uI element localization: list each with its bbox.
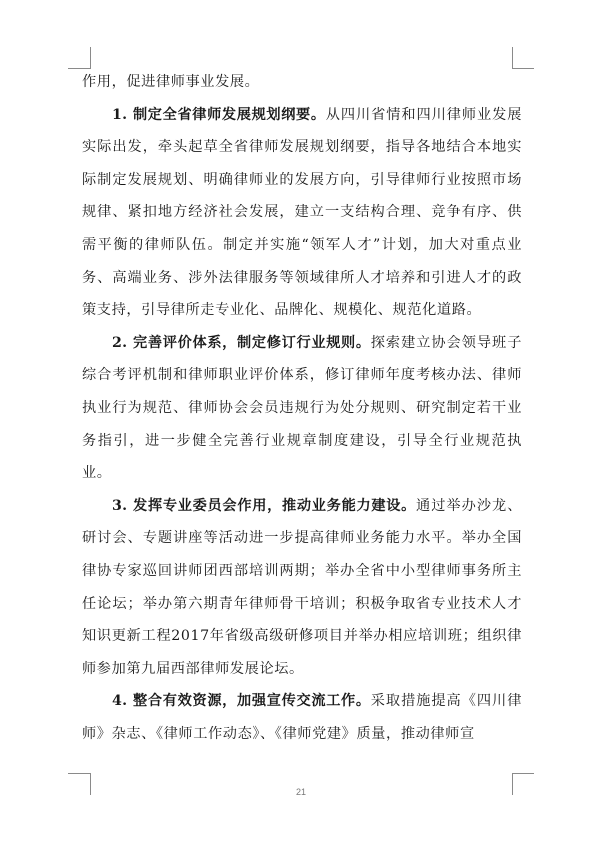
section-4-body: 采取措施提高《四川律师》杂志、《律师工作动态》、《律师党建》质量，推动律师宣 [82, 693, 522, 742]
section-4-heading: 4. 整合有效资源，加强宣传交流工作。 [112, 693, 371, 710]
body-text [82, 66, 522, 750]
section-2-heading: 2. 完善评价体系，制定修订行业规则。 [112, 334, 371, 351]
section-1-body: 从四川省情和四川律师业发展实际出发，牵头起草全省律师发展规划纲要，指导各地结合本地实际制定发展规划、明确律师业的发展方向，引导律师行业按照市场规律、紧扣地方经济社会发展，建立一支结构合理、竞争有序、供需平衡的律师队伍。制定并实施“领军人才”计划，加大对重点业务、高端业务、涉外法律服务等领域律所人才培养和引进人才的政策支持，引导律所走专业化、品牌化、规模化、规范化道路。 [82, 106, 522, 319]
section-2-body: 探索建立协会领导班子综合考评机制和律师职业评价体系，修订律师年度考核办法、律师执业行为规范、律师协会会员违规行为处分规则、研究制定若干业务指引，进一步健全完善行业规章制度建设，引导全行业规范执业。 [82, 334, 522, 482]
crop-mark-bottom-left-h [68, 773, 90, 774]
continuation-paragraph: 作用，促进律师事业发展。 [82, 74, 260, 90]
page-number: 21 [295, 787, 306, 797]
section-4-paragraph [82, 685, 522, 750]
section-3-paragraph [82, 490, 522, 686]
section-1-heading: 1. 制定全省律师发展规划纲要。 [112, 106, 326, 123]
section-3-heading: 3. 发挥专业委员会作用，推动业务能力建设。 [112, 497, 417, 514]
section-2-paragraph [82, 327, 522, 490]
crop-mark-bottom-right-h [512, 773, 534, 774]
section-3-body: 通过举办沙龙、研讨会、专题讲座等活动进一步提高律师业务能力水平。举办全国律协专家巡回讲师团西部培训两期；举办全省中小型律师事务所主任论坛；举办第六期青年律师骨干培训；积极争取省专业技术人才知识更新工程2017年省级高级研修项目并举办相应培训班；组织律师参加第九届西部律师发展论坛。 [82, 497, 522, 677]
section-1-paragraph [82, 99, 522, 327]
